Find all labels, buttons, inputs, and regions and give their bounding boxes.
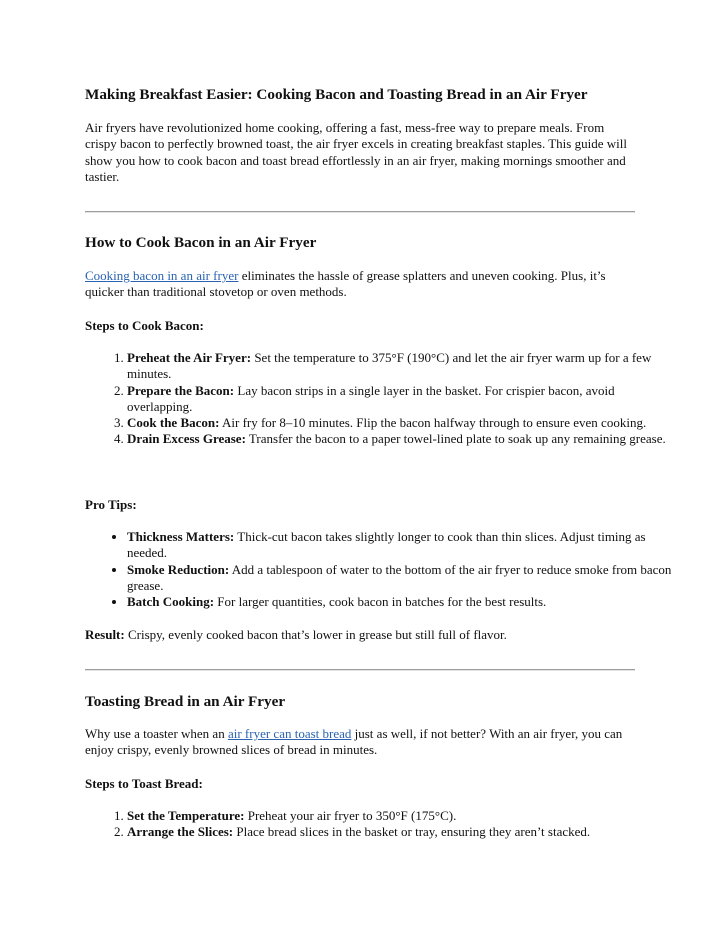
bacon-section-heading: How to Cook Bacon in an Air Fryer: [85, 234, 317, 251]
toast-steps-heading: Steps to Toast Bread:: [85, 776, 203, 791]
bacon-guide-link[interactable]: Cooking bacon in an air fryer: [85, 268, 239, 283]
bacon-lead-text: eliminates the hassle of grease splatters and uneven cooking. Plus, it’s quicker than traditional stovetop or oven methods.: [85, 268, 606, 300]
section-divider: [85, 669, 635, 671]
list-item: 2. Arrange the Slices: Place bread slices in the basket or tray, ensuring they aren’t stacked.: [127, 824, 679, 840]
bacon-steps-heading: Steps to Cook Bacon:: [85, 318, 204, 333]
list-item: 2. Prepare the Bacon: Lay bacon strips in a single layer in the basket. For crispier bacon, avoid overlapping.: [127, 383, 679, 416]
list-item: 1. Set the Temperature: Preheat your air fryer to 350°F (175°C).: [127, 808, 679, 824]
list-item: • Smoke Reduction: Add a tablespoon of water to the bottom of the air fryer to reduce smoke from bacon grease.: [127, 562, 679, 595]
list-item: • Thickness Matters: Thick-cut bacon takes slightly longer to cook than thin slices. Adjust timing as needed.: [127, 529, 679, 562]
list-item: • Batch Cooking: For larger quantities, cook bacon in batches for the best results.: [127, 594, 679, 610]
list-item: 1. Preheat the Air Fryer: Set the temperature to 375°F (190°C) and let the air fryer warm up for a few minutes.: [127, 350, 679, 383]
pro-tips-heading: Pro Tips:: [85, 497, 137, 512]
toast-steps-list: [85, 808, 679, 841]
bacon-lead-paragraph: [85, 268, 637, 301]
intro-paragraph: Air fryers have revolutionized home cooking, offering a fast, mess-free way to prepare meals. From crispy bacon to perfectly browned toast, the air fryer excels in creating breakfast staples. This guide will show you how to cook bacon and toast bread effortlessly in an air fryer, making mornings smoother and tastier.: [85, 120, 627, 184]
bacon-steps-list: [85, 350, 679, 448]
page-title: Making Breakfast Easier: Cooking Bacon and Toasting Bread in an Air Fryer: [85, 86, 588, 103]
section-divider: [85, 211, 635, 213]
bacon-result: Result: Crispy, evenly cooked bacon that’s lower in grease but still full of flavor.: [85, 627, 507, 642]
list-item: 3. Cook the Bacon: Air fry for 8–10 minutes. Flip the bacon halfway through to ensure even cooking.: [127, 415, 679, 431]
pro-tips-list: [85, 529, 679, 610]
list-item: 4. Drain Excess Grease: Transfer the bacon to a paper towel-lined plate to soak up any remaining grease.: [127, 431, 679, 447]
toast-lead-paragraph: Why use a toaster when an air fryer can toast bread just as well, if not better? With an air fryer, you can enjoy crispy, evenly browned slices of bread in minutes.: [85, 726, 623, 758]
toast-guide-link[interactable]: air fryer can toast bread: [227, 726, 352, 741]
toast-section-heading: Toasting Bread in an Air Fryer: [85, 693, 286, 710]
